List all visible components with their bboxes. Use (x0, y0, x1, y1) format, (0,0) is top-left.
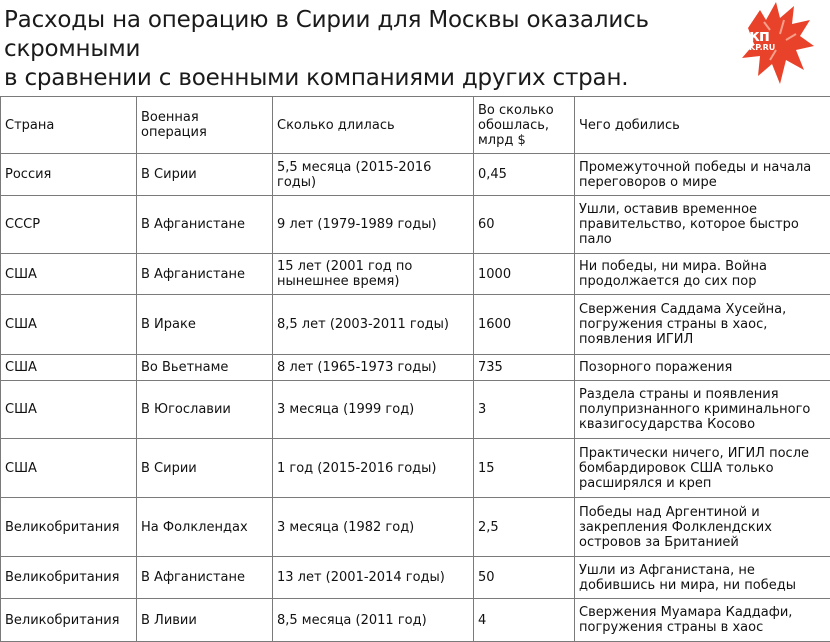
cell-duration: 8,5 месяца (2011 год) (273, 599, 474, 642)
cell-country: СССР (1, 196, 137, 254)
cell-cost: 1000 (474, 254, 575, 295)
header-duration: Сколько длилась (273, 97, 474, 154)
cell-cost: 50 (474, 557, 575, 599)
kp-logo (740, 0, 815, 85)
title-line-1: Расходы на операцию в Сирии для Москвы оказались скромными (4, 6, 724, 64)
cell-country: Великобритания (1, 557, 137, 599)
cell-result: Практически ничего, ИГИЛ после бомбардировок США только расширялся и креп (575, 439, 830, 498)
header-country: Страна (1, 97, 137, 154)
cell-operation: В Югославии (137, 381, 273, 439)
cell-result: Ушли, оставив временное правительство, которое быстро пало (575, 196, 830, 254)
cell-operation: В Сирии (137, 154, 273, 196)
cell-result: Ни победы, ни мира. Война продолжается до сих пор (575, 254, 830, 295)
cell-cost: 15 (474, 439, 575, 498)
cell-country: Великобритания (1, 599, 137, 642)
cell-cost: 60 (474, 196, 575, 254)
cell-duration: 3 месяца (1982 год) (273, 498, 474, 557)
cell-operation: Во Вьетнаме (137, 355, 273, 381)
table-row (1, 355, 830, 381)
cell-operation: В Сирии (137, 439, 273, 498)
cell-country: США (1, 439, 137, 498)
cell-cost: 3 (474, 381, 575, 439)
cell-operation: В Афганистане (137, 254, 273, 295)
cell-duration: 8,5 лет (2003-2011 годы) (273, 295, 474, 355)
cell-operation: На Фолклендах (137, 498, 273, 557)
cell-result: Победы над Аргентиной и закрепления Фолклендских островов за Британией (575, 498, 830, 557)
title-line-2: в сравнении с военными компаниями других стран. (4, 64, 724, 93)
header-cost: Во сколько обошлась, млрд $ (474, 97, 575, 154)
cell-country: Россия (1, 154, 137, 196)
header-result: Чего добились (575, 97, 830, 154)
table-row (1, 295, 830, 355)
cell-operation: В Афганистане (137, 557, 273, 599)
table-row (1, 196, 830, 254)
cell-cost: 4 (474, 599, 575, 642)
table-row (1, 154, 830, 196)
table-row (1, 498, 830, 557)
cell-result: Позорного поражения (575, 355, 830, 381)
cell-duration: 15 лет (2001 год по нынешнее время) (273, 254, 474, 295)
table-header-row (1, 97, 830, 154)
cell-country: США (1, 381, 137, 439)
cell-duration: 9 лет (1979-1989 годы) (273, 196, 474, 254)
cell-cost: 0,45 (474, 154, 575, 196)
cell-duration: 5,5 месяца (2015-2016 годы) (273, 154, 474, 196)
cell-duration: 3 месяца (1999 год) (273, 381, 474, 439)
cell-result: Свержения Муамара Каддафи, погружения страны в хаос (575, 599, 830, 642)
table-row (1, 599, 830, 642)
cell-duration: 1 год (2015-2016 годы) (273, 439, 474, 498)
cell-cost: 1600 (474, 295, 575, 355)
table-row (1, 439, 830, 498)
page-title (4, 6, 724, 93)
cell-result: Свержения Саддама Хусейна, погружения страны в хаос, появления ИГИЛ (575, 295, 830, 355)
cell-country: США (1, 254, 137, 295)
cell-country: Великобритания (1, 498, 137, 557)
cell-operation: В Афганистане (137, 196, 273, 254)
cell-result: Раздела страны и появления полупризнанного криминального квазигосударства Косово (575, 381, 830, 439)
comparison-table (0, 96, 830, 642)
cell-cost: 735 (474, 355, 575, 381)
cell-operation: В Ливии (137, 599, 273, 642)
header-operation: Военная операция (137, 97, 273, 154)
cell-country: США (1, 355, 137, 381)
cell-operation: В Ираке (137, 295, 273, 355)
table-row (1, 254, 830, 295)
table-row (1, 557, 830, 599)
logo-kpru: KP.RU (749, 42, 775, 54)
cell-cost: 2,5 (474, 498, 575, 557)
logo-kp: кп (749, 30, 775, 42)
cell-result: Промежуточной победы и начала переговоров о мире (575, 154, 830, 196)
cell-duration: 8 лет (1965-1973 годы) (273, 355, 474, 381)
logo-text (749, 30, 775, 54)
table-row (1, 381, 830, 439)
cell-result: Ушли из Афганистана, не добившись ни мира, ни победы (575, 557, 830, 599)
cell-country: США (1, 295, 137, 355)
cell-duration: 13 лет (2001-2014 годы) (273, 557, 474, 599)
